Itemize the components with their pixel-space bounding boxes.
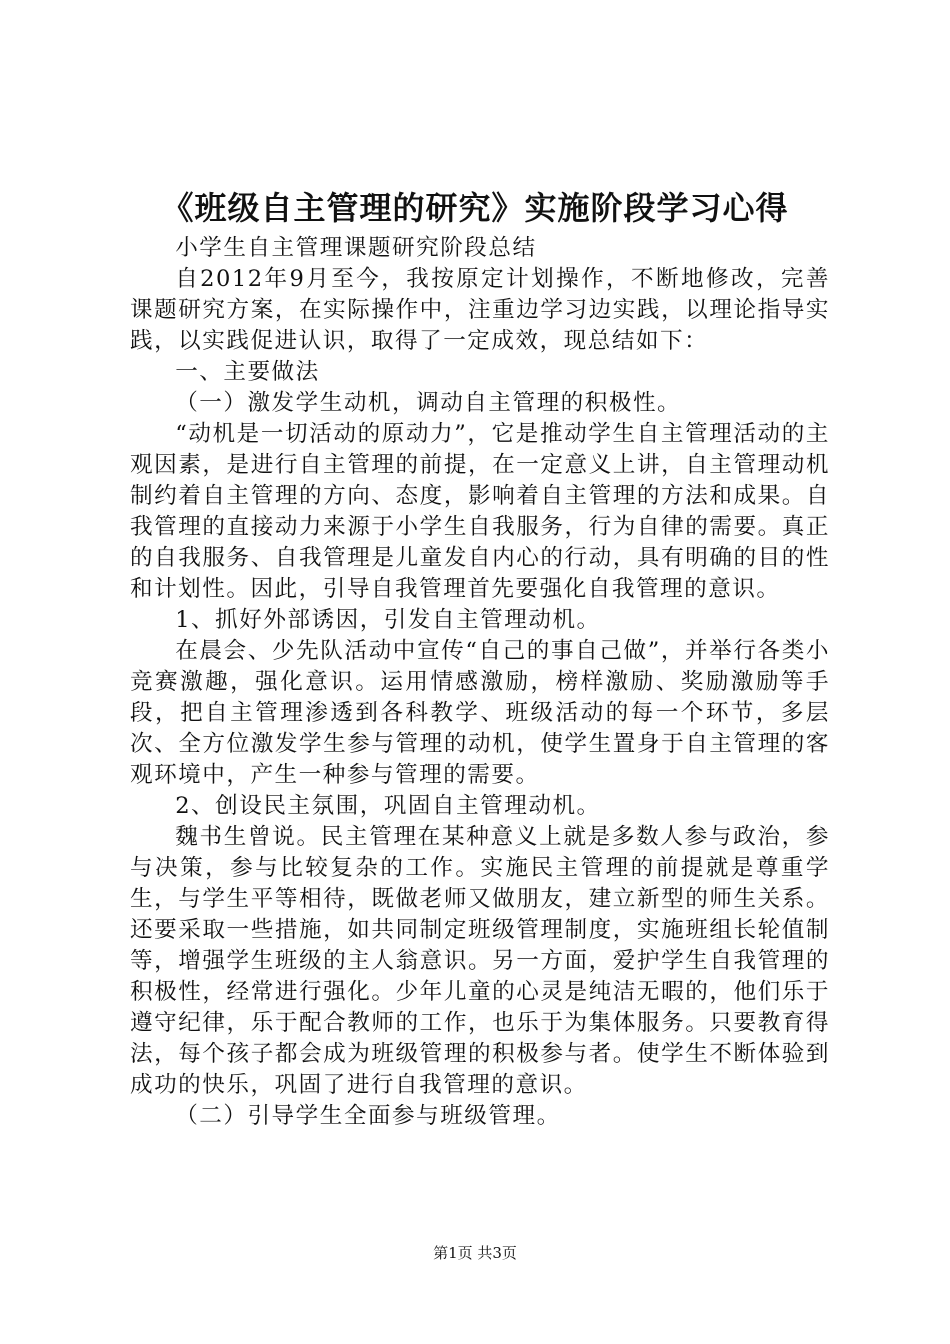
document-body <box>130 233 830 1132</box>
document-title: 《班级自主管理的研究》实施阶段学习心得 <box>161 189 789 227</box>
subsection-heading-1: （一）激发学生动机，调动自主管理的积极性。 <box>175 390 682 416</box>
subsection-heading-2: （二）引导学生全面参与班级管理。 <box>175 1103 561 1129</box>
paragraph-external-incentives: 在晨会、少先队活动中宣传“自己的事自己做”，并举行各类小竞赛激趣，强化意识。运用情感激励，榜样激励、奖励激励等手段，把自主管理渗透到各科教学、班级活动的每一个环节，多层次、全方位激发学生参与管理的动机，使学生置身于自主管理的客观环境中，产生一种参与管理的需要。 <box>130 638 830 788</box>
page-footer: 第1页 共3页 <box>433 1244 517 1262</box>
paragraph-intro: 自2012年9月至今，我按原定计划操作，不断地修改，完善课题研究方案，在实际操作中，注重边学习边实践，以理论指导实践，以实践促进认识，取得了一定成效，现总结如下： <box>130 266 830 354</box>
section-heading-main-practices: 一、主要做法 <box>175 359 320 385</box>
item-heading-1: 1、抓好外部诱因，引发自主管理动机。 <box>175 607 601 633</box>
paragraph-motivation: “动机是一切活动的原动力”，它是推动学生自主管理活动的主观因素，是进行自主管理的前提，在一定意义上讲，自主管理动机制约着自主管理的方向、态度，影响着自主管理的方法和成果。自我管理的直接动力来源于小学生自我服务，行为自律的需要。真正的自我服务、自我管理是儿童发自内心的行动，具有明确的目的性和计划性。因此，引导自我管理首先要强化自我管理的意识。 <box>130 421 830 602</box>
item-heading-2: 2、创设民主氛围，巩固自主管理动机。 <box>175 793 601 819</box>
paragraph-subtitle: 小学生自主管理课题研究阶段总结 <box>175 235 537 261</box>
paragraph-democratic-atmosphere: 魏书生曾说。民主管理在某种意义上就是多数人参与政治，参与决策，参与比较复杂的工作。实施民主管理的前提就是尊重学生，与学生平等相待，既做老师又做朋友，建立新型的师生关系。还要采取一些措施，如共同制定班级管理制度，实施班组长轮值制等，增强学生班级的主人翁意识。另一方面，爱护学生自我管理的积极性，经常进行强化。少年儿童的心灵是纯洁无暇的，他们乐于遵守纪律，乐于配合教师的工作，也乐于为集体服务。只要教育得法，每个孩子都会成为班级管理的积极参与者。使学生不断体验到成功的快乐，巩固了进行自我管理的意识。 <box>130 824 830 1098</box>
